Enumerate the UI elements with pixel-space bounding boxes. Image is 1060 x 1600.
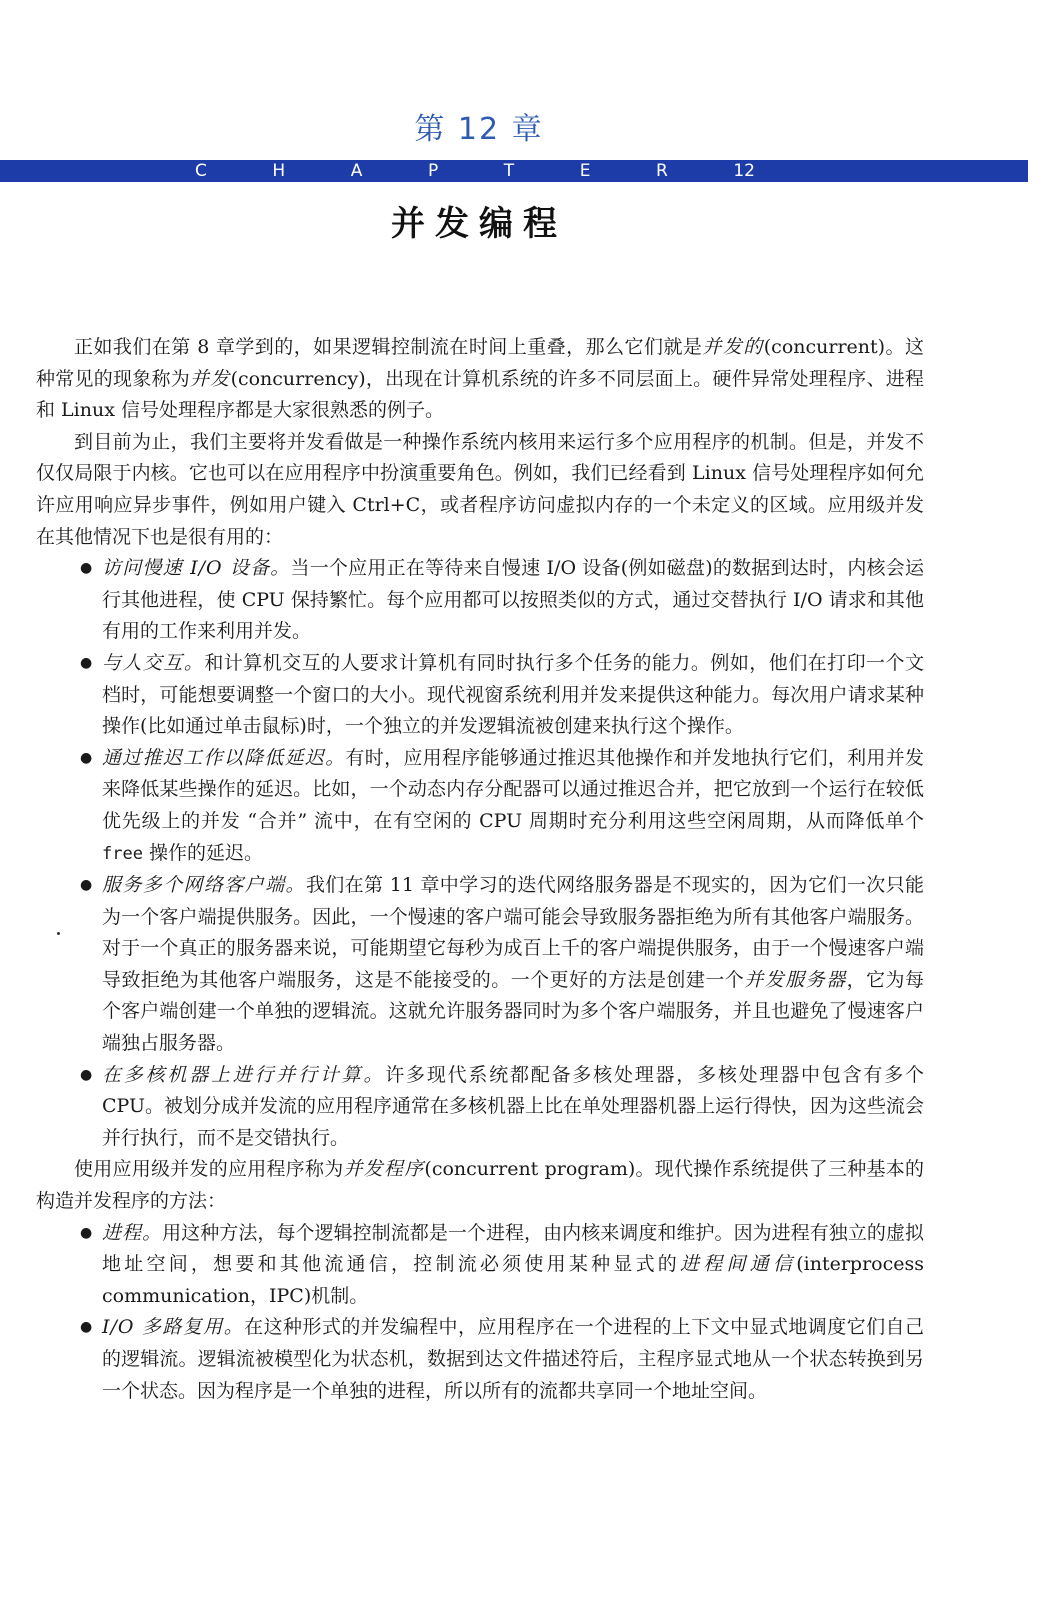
banner-letter: P <box>427 161 439 181</box>
bullet-icon: ● <box>80 877 93 894</box>
list-item-term: I/O 多路复用。 <box>102 1316 245 1339</box>
chapter-number: 第 12 章 <box>414 112 544 147</box>
bullet-icon: ● <box>80 1224 93 1241</box>
chapter-title: 并发编程 <box>391 204 567 244</box>
list-item <box>36 648 924 743</box>
intro-paragraph-2: 到目前为止，我们主要将并发看做是一种操作系统内核用来运行多个应用程序的机制。但是，并发不仅仅局限于内核。它也可以在应用程序中扮演重要角色。例如，我们已经看到 Linux 信号处理程序如何允许应用响应异步事件，例如用户键入 Ctrl+C，或者程序访问虚拟内存的一个未定义的区域。应用级并发在其他情况下也是很有用的： <box>36 430 924 548</box>
bullet-icon: ● <box>80 1319 93 1336</box>
list-item-text: 操作的延迟。 <box>142 841 263 864</box>
banner-letter: E <box>579 161 591 181</box>
list-item <box>36 1312 924 1407</box>
chapter-banner <box>0 160 1028 182</box>
list-item <box>36 743 924 870</box>
list-item-text: 用这种方法，每个逻辑控制流都是一个进程，由内核来调度和维护。因为进程有独立的虚拟地址空间，想要和其他流通信，控制流必须使用某种显式的 <box>102 1221 924 1276</box>
list-item <box>36 870 924 1060</box>
list-item-text: 许多现代系统都配备多核处理器，多核处理器中包含有多个 CPU。被划分成并发流的应用程序通常在多核机器上比在单处理器机器上运行得快，因为这些流会并行执行，而不是交错执行。 <box>102 1063 925 1149</box>
methods-list <box>36 1218 924 1408</box>
list-item-term: 访问慢速 I/O 设备。 <box>102 557 291 580</box>
bullet-icon: ● <box>80 749 93 766</box>
body-text <box>36 332 924 1407</box>
term-ipc: 进程间通信 <box>680 1253 797 1276</box>
term-concurrent-server: 并发服务器 <box>744 968 847 991</box>
list-item-text: 和计算机交互的人要求计算机有同时执行多个任务的能力。例如，他们在打印一个文档时，可能想要调整一个窗口的大小。现代视窗系统利用并发来提供这种能力。每次用户请求某种操作(比如通过单击鼠标)时，一个独立的并发逻辑流被创建来执行这个操作。 <box>102 651 924 738</box>
list-item-text: 有时，应用程序能够通过推迟其他操作和并发地执行它们，利用并发来降低某些操作的延迟。比如，一个动态内存分配器可以通过推迟合并，把它放到一个运行在较低优先级上的并发 “合并” 流中，在有空闲的 CPU 周期时充分利用这些空闲周期，从而降低单个 <box>102 746 924 832</box>
list-item <box>36 1060 924 1155</box>
list-item-term: 在多核机器上进行并行计算。 <box>102 1063 386 1086</box>
list-item-term: 通过推迟工作以降低延迟。 <box>102 746 346 769</box>
term-concurrent-program: 并发程序 <box>343 1158 425 1181</box>
programs-paragraph: 使用应用级并发的应用程序称为并发程序(concurrent program)。现代操作系统提供了三种基本的构造并发程序的方法： <box>36 1158 924 1213</box>
uses-list <box>36 553 924 1154</box>
list-item <box>36 553 924 648</box>
banner-letter: C <box>195 161 207 181</box>
chapter-banner-letters <box>195 160 755 182</box>
intro-paragraph-1: 正如我们在第 8 章学到的，如果逻辑控制流在时间上重叠，那么它们就是并发的(concurrent)。这种常见的现象称为并发(concurrency)，出现在计算机系统的许多不同层面上。硬件异常处理程序、进程和 Linux 信号处理程序都是大家很熟悉的例子。 <box>36 336 924 422</box>
banner-letter: A <box>350 161 363 181</box>
list-item-text: 在这种形式的并发编程中，应用程序在一个进程的上下文中显式地调度它们自己的逻辑流。逻辑流被模型化为状态机，数据到达文件描述符后，主程序显式地从一个状态转换到另一个状态。因为程序是一个单独的进程，所以所有的流都共享同一个地址空间。 <box>102 1316 924 1402</box>
bullet-icon: ● <box>80 654 93 671</box>
list-item-text: 当一个应用正在等待来自慢速 I/O 设备(例如磁盘)的数据到达时，内核会运行其他进程，使 CPU 保持繁忙。每个应用都可以按照类似的方式，通过交替执行 I/O 请求和其他有用的工作来利用并发。 <box>102 557 924 643</box>
banner-letter: 12 <box>733 161 755 181</box>
list-item-text: 我们在第 11 章中学习的迭代网络服务器是不现实的，因为它们一次只能为一个客户端提供服务。因此，一个慢速的客户端可能会导致服务器拒绝为所有其他客户端服务。对于一个真正的服务器来说，可能期望它每秒为成百上千的客户端提供服务，由于一个慢速客户端导致拒绝为其他客户端服务，这是不能接受的。一个更好的方法是创建一个 <box>102 874 924 991</box>
term-concurrency: 并发 <box>190 367 231 390</box>
list-item-text: ，它为每个客户端创建一个单独的逻辑流。这就允许服务器同时为多个客户端服务，并且也避免了慢速客户端独占服务器。 <box>102 968 924 1055</box>
bullet-icon: ● <box>80 560 93 577</box>
bullet-icon: ● <box>80 1066 93 1083</box>
list-item <box>36 1218 924 1313</box>
banner-letter: R <box>656 161 668 181</box>
code-free: free <box>102 843 143 864</box>
banner-letter: T <box>503 161 515 181</box>
list-item-term: 进程。 <box>102 1221 163 1244</box>
list-item-term: 与人交互。 <box>102 651 205 674</box>
list-item-term: 服务多个网络客户端。 <box>102 874 306 897</box>
banner-letter: H <box>272 161 286 181</box>
term-concurrent: 并发的 <box>702 336 764 358</box>
list-item-text: (interprocess communication，IPC)机制。 <box>102 1253 924 1307</box>
